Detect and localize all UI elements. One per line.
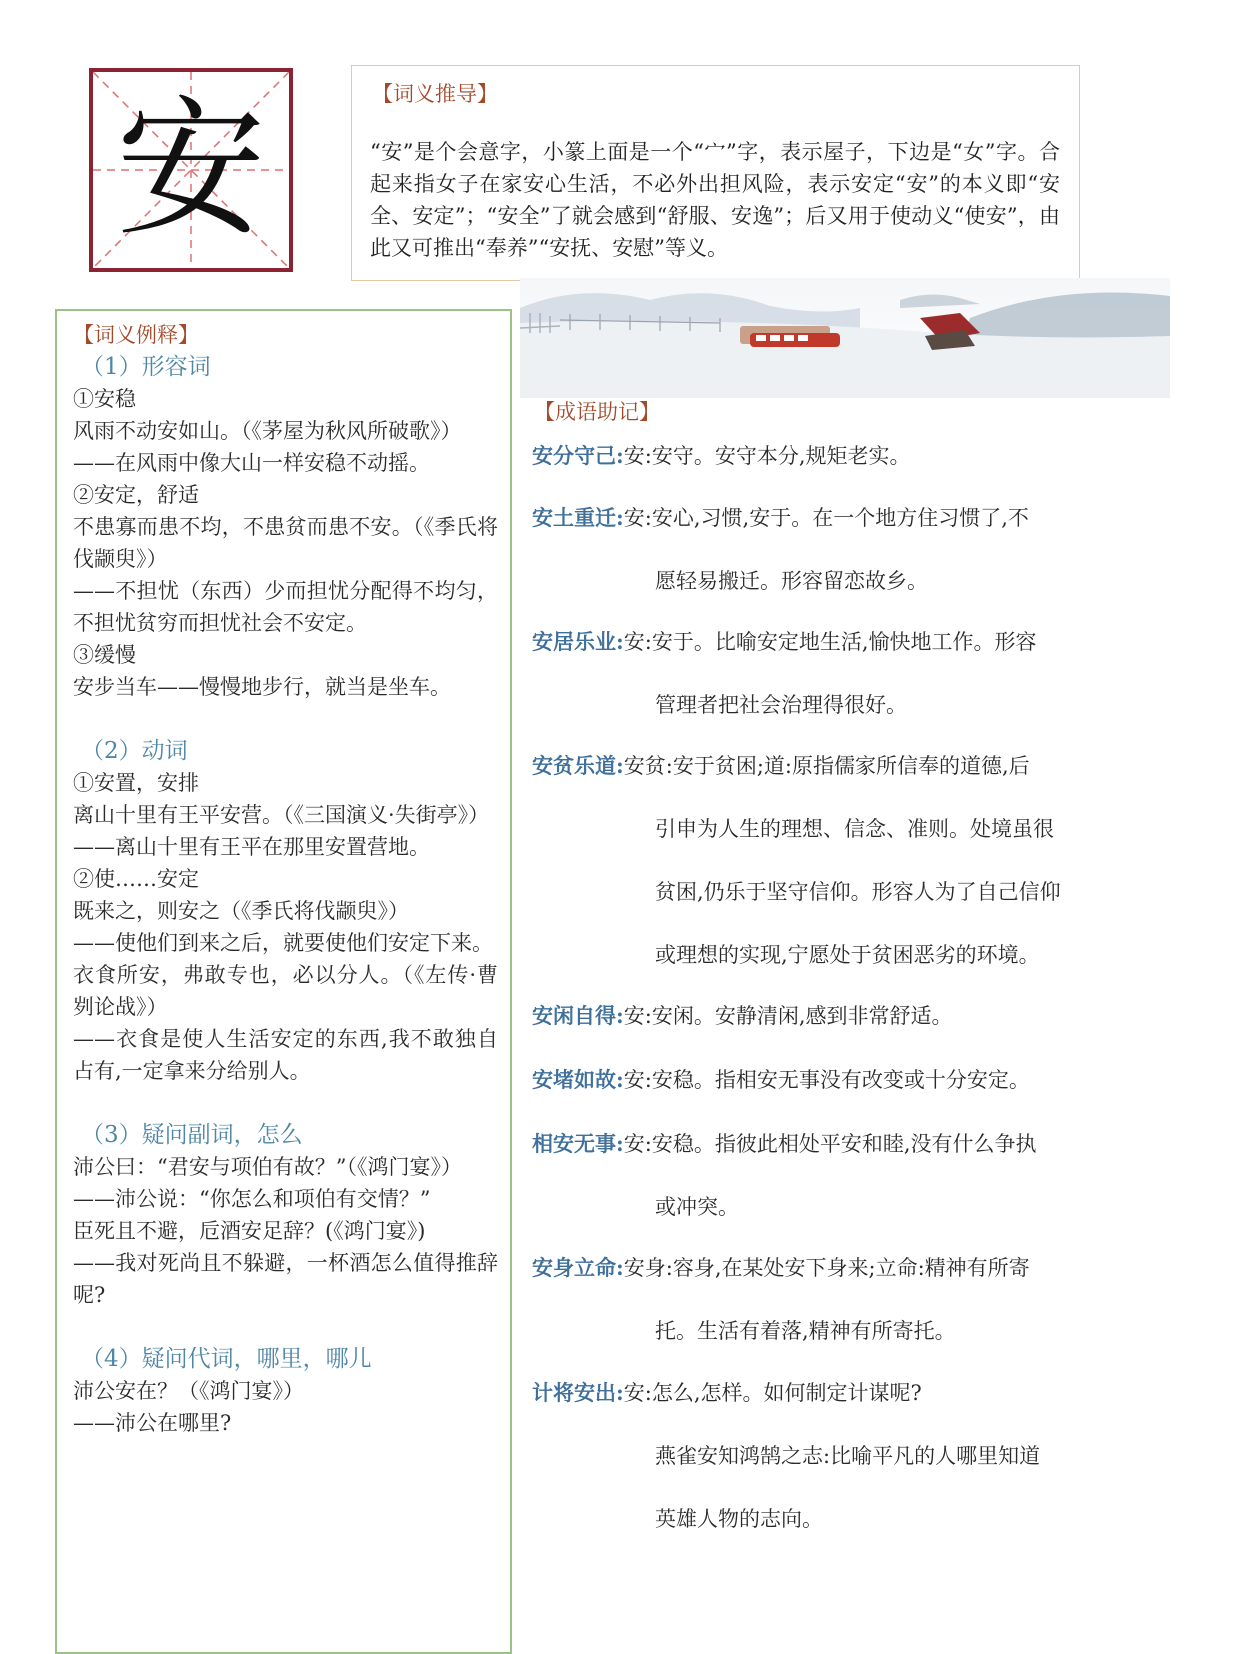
idiom-explanation: 引申为人生的理想、信念、准则。处境虽很 bbox=[655, 817, 1054, 841]
example-line: ——离山十里有王平在那里安置营地。 bbox=[73, 835, 430, 859]
example-line: 离山十里有王平安营。（《三国演义·失街亭》） bbox=[73, 803, 490, 827]
idiom-term: 安土重迁: bbox=[532, 505, 624, 530]
derivation-text: “安”是个会意字，小篆上面是一个“宀”字，表示屋子，下边是“女”字。合起来指女子在家安心生活，不必外出担风险，表示安定“安”的本义即“安全、安定”；“安全”了就会感到“舒服、安逸”；后又用于使动义“使安”，由此又可推出“奉养”“安抚、安慰”等义。 bbox=[370, 140, 1060, 260]
idiom-entry bbox=[532, 1064, 1152, 1096]
idiom-explanation: 安身:容身,在某处安下身来;立命:精神有所寄 bbox=[623, 1256, 1030, 1280]
idiom-explanation: 安贫:安于贫困;道:原指儒家所信奉的道德,后 bbox=[623, 754, 1030, 778]
example-line: 安步当车——慢慢地步行，就当是坐车。 bbox=[73, 675, 451, 699]
idiom-explanation: 安:安闲。安静清闲,感到非常舒适。 bbox=[623, 1004, 953, 1028]
section-heading: （1）形容词 bbox=[81, 354, 211, 380]
idiom-explanation: 或冲突。 bbox=[655, 1195, 739, 1219]
idiom-explanation: 安:怎么,怎样。如何制定计谋呢? bbox=[623, 1381, 922, 1405]
idiom-term: 安居乐业: bbox=[532, 629, 624, 654]
example-line: 沛公安在？（《鸿门宴》） bbox=[73, 1379, 304, 1403]
idiom-entry bbox=[532, 1377, 1152, 1535]
idiom-entry bbox=[532, 1128, 1152, 1223]
idiom-explanation: 愿轻易搬迁。形容留恋故乡。 bbox=[655, 569, 928, 593]
idiom-explanation: 英雄人物的志向。 bbox=[655, 1507, 823, 1531]
example-line: ——沛公说：“你怎么和项伯有交情？” bbox=[73, 1187, 431, 1211]
examples-title: 【词义例释】 bbox=[73, 323, 199, 347]
idiom-explanation: 贫困,仍乐于坚守信仰。形容人为了自己信仰 bbox=[655, 880, 1061, 904]
example-line: ——在风雨中像大山一样安稳不动摇。 bbox=[73, 451, 430, 475]
idiom-term: 安闲自得: bbox=[532, 1003, 624, 1028]
idiom-term: 安贫乐道: bbox=[532, 753, 624, 778]
idiom-explanation: 安:安守。安守本分,规矩老实。 bbox=[623, 444, 911, 468]
idiom-entry bbox=[532, 1000, 1152, 1032]
idiom-explanation: 安:安稳。指彼此相处平安和睦,没有什么争执 bbox=[623, 1132, 1037, 1156]
idiom-term: 安分守己: bbox=[532, 443, 624, 468]
derivation-box bbox=[351, 65, 1080, 281]
example-line: 风雨不动安如山。（《茅屋为秋风所破歌》） bbox=[73, 419, 462, 443]
idiom-entry bbox=[532, 440, 1152, 472]
example-line: 臣死且不避，卮酒安足辞？(《鸿门宴》) bbox=[73, 1219, 426, 1243]
idiom-explanation: 安:安心,习惯,安于。在一个地方住习惯了,不 bbox=[623, 506, 1029, 530]
idiom-term: 安身立命: bbox=[532, 1255, 624, 1280]
example-line: ——沛公在哪里? bbox=[73, 1411, 232, 1435]
main-character: 安 bbox=[115, 83, 266, 257]
idiom-explanation: 托。生活有着落,精神有所寄托。 bbox=[655, 1319, 956, 1343]
example-line: ①安稳 bbox=[73, 387, 136, 411]
idiom-term: 计将安出: bbox=[532, 1380, 624, 1405]
examples-content bbox=[73, 319, 498, 1439]
idiom-explanation: 或理想的实现,宁愿处于贫困恶劣的环境。 bbox=[655, 943, 1040, 967]
example-line: ——衣食是使人生活安定的东西,我不敢独自占有,一定拿来分给别人。 bbox=[73, 1027, 498, 1083]
example-line: ①安置，安排 bbox=[73, 771, 199, 795]
example-line: 既来之，则安之（《季氏将伐颛臾》） bbox=[73, 899, 409, 923]
derivation-title: 【词义推导】 bbox=[372, 82, 498, 106]
idioms-title: 【成语助记】 bbox=[534, 400, 660, 424]
example-line: 沛公曰：“君安与项伯有故？”（《鸿门宴》） bbox=[73, 1155, 462, 1179]
example-line: ③缓慢 bbox=[73, 643, 136, 667]
idiom-entry bbox=[532, 750, 1152, 971]
section-heading: （4）疑问代词，哪里，哪儿 bbox=[81, 1346, 372, 1372]
example-line: 不患寡而患不均，不患贫而患不安。（《季氏将伐颛臾》） bbox=[73, 515, 498, 571]
example-line: ——使他们到来之后，就要使他们安定下来。 bbox=[73, 931, 493, 955]
idiom-explanation: 管理者把社会治理得很好。 bbox=[655, 693, 907, 717]
example-line: ——我对死尚且不躲避，一杯酒怎么值得推辞呢? bbox=[73, 1251, 498, 1307]
idiom-explanation: 安:安于。比喻安定地生活,愉快地工作。形容 bbox=[623, 630, 1037, 654]
character-box bbox=[89, 68, 293, 272]
idiom-explanation: 燕雀安知鸿鹄之志:比喻平凡的人哪里知道 bbox=[655, 1444, 1041, 1468]
section-heading: （2）动词 bbox=[81, 738, 188, 764]
idiom-term: 相安无事: bbox=[532, 1131, 624, 1156]
idiom-explanation: 安:安稳。指相安无事没有改变或十分安定。 bbox=[623, 1068, 1030, 1092]
idiom-entry bbox=[532, 626, 1152, 721]
example-line: ②安定，舒适 bbox=[73, 483, 199, 507]
example-line: 衣食所安，弗敢专也，必以分人。（《左传·曹刿论战》） bbox=[73, 963, 498, 1019]
idiom-entry bbox=[532, 502, 1152, 597]
snow-landscape-painting bbox=[520, 278, 1170, 398]
idiom-term: 安堵如故: bbox=[532, 1067, 624, 1092]
idiom-entry bbox=[532, 1252, 1152, 1347]
section-heading: （3）疑问副词，怎么 bbox=[81, 1122, 303, 1148]
examples-panel bbox=[55, 309, 512, 1654]
example-line: ——不担忧（东西）少而担忧分配得不均匀，不担忧贫穷而担忧社会不安定。 bbox=[73, 579, 498, 635]
example-line: ②使……安定 bbox=[73, 867, 199, 891]
